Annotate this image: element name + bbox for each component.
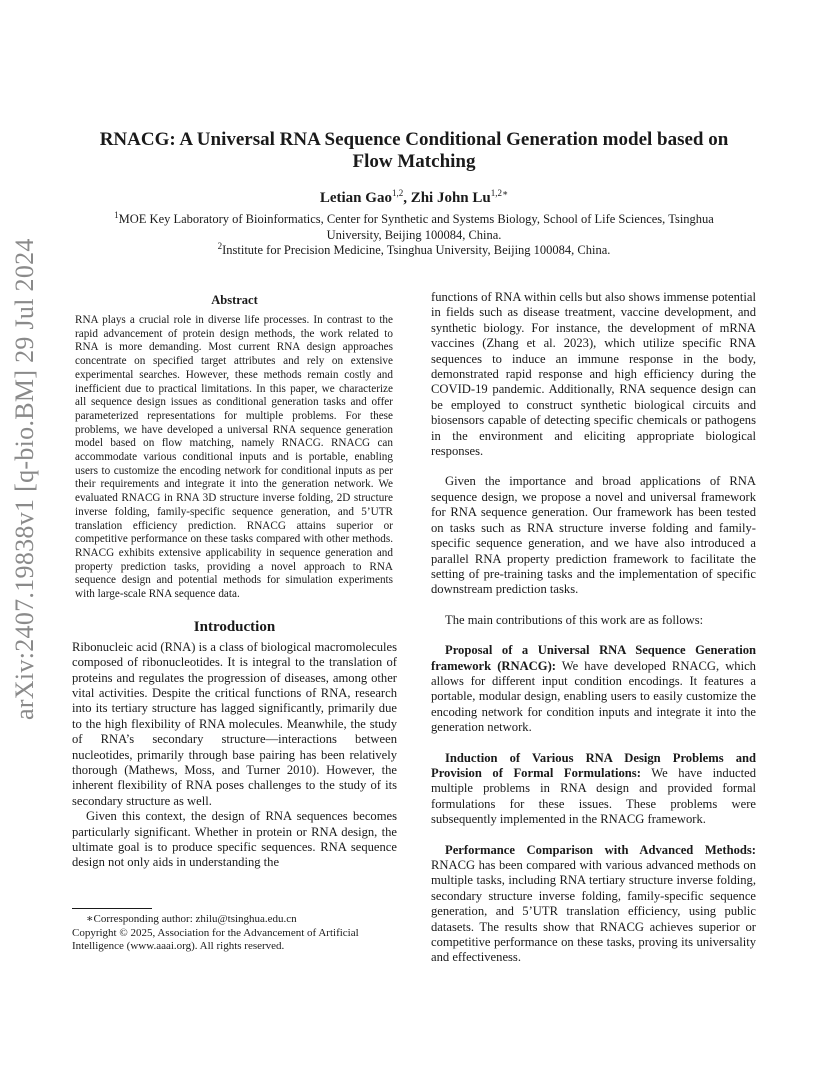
contribution-3: Performance Comparison with Advanced Methods: RNACG has been compared with various advanced methods on multiple tasks, including RNA tertiary structure inverse folding, secondary structure inverse folding, family-specific sequence generation, and 5’UTR translation efficiency, using public datasets. The results show that RNACG achieves superior or competitive performance on these tasks, proving its universality and effectiveness. [431, 842, 756, 965]
right-column [431, 290, 756, 979]
paragraph-continued: functions of RNA within cells but also shows immense potential in fields such as disease treatment, vaccine development, and synthetic biology. For instance, the development of mRNA vaccines (Zhang et al. 2023), which utilize specific RNA sequences to induce an immune response in the body, demonstrated rapid response and high efficiency during the COVID-19 pandemic. Additionally, RNA sequence design can be employed to construct synthetic biological circuits and biosensors capable of detecting specific chemicals or pathogens in the environment and eliciting appropriate biological responses. [431, 290, 756, 459]
author-separator: , [403, 190, 411, 206]
contribution-2: Induction of Various RNA Design Problems and Provision of Formal Formulations: We have inducted multiple problems in RNA design and provided formal formulations for these issues. These problems were subsequently implemented in the RNACG framework. [431, 750, 756, 827]
contribution-1: Proposal of a Universal RNA Sequence Generation framework (RNACG): We have developed RNACG, which allows for different input condition encodings. It features a portable, modular design, enabling users to easily customize the encoding network for condition inputs and integrate it into the generation network. [431, 643, 756, 735]
left-column [72, 293, 397, 871]
paragraph-main-contributions: The main contributions of this work are as follows: [445, 612, 704, 627]
abstract-heading: Abstract [211, 293, 258, 307]
author-affiliation-mark: 1,2∗ [490, 188, 509, 198]
affiliation-2: $^2$Institute for Precision Medicine, Tsinghua University, Beijing 100084, China. [217, 240, 611, 257]
author-affiliation-mark: 1,2 [391, 188, 404, 198]
arxiv-identifier: arXiv:2407.19838v1 [q-bio.BM] 29 Jul 2024 [10, 238, 39, 720]
footnote-rule [72, 908, 152, 909]
paper-title: RNACG: A Universal RNA Sequence Conditional Generation model based on Flow Matching [99, 129, 729, 172]
paragraph-importance: Given the importance and broad applications of RNA sequence design, we propose a novel and universal framework for RNA sequence generation. Our framework has been tested on tasks such as RNA structure inverse folding and family-specific sequence generation, and we have also introduced a parallel RNA property prediction framework to facilitate the setting of pre-training tasks and the implementation of specific downstream prediction tasks. [431, 474, 756, 597]
affiliation-mark: 1 [114, 209, 119, 220]
author-name: Zhi John Lu [410, 190, 491, 206]
author-name: Letian Gao [319, 190, 392, 206]
introduction-paragraph-1: Ribonucleic acid (RNA) is a class of biological macromolecules composed of ribonucleotides. It is integral to the translation of proteins and regulates the progression of diseases, among other vital activities. Despite the critical functions of RNA, research into its tertiary structure has lagged significantly, primarily due to the high flexibility of RNA molecules. Meanwhile, the study of RNA’s secondary structure—interactions between nucleotides, primarily through base pairing has been relatively thorough (Mathews, Moss, and Turner 2010). However, the inherent flexibility of RNA poses challenges to the study of its secondary structure as well. [72, 639, 397, 808]
affiliation-1: $^1$MOE Key Laboratory of Bioinformatics, Center for Synthetic and Systems Biology, School of Life Sciences, Tsinghua University, Beijing 100084, China. [114, 209, 714, 242]
footnote [72, 908, 397, 954]
abstract-text: RNA plays a crucial role in diverse life processes. In contrast to the rapid advancement of protein design methods, the work related to RNA is more demanding. Most current RNA design approaches concentrate on specified target attributes and rely on extensive experimental searches. However, these methods remain costly and inefficient due to practical limitations. In this paper, we characterize all sequence design issues as conditional generation tasks and offer parameterized representations for multiple problems. For these problems, we have developed a universal RNA sequence generation model based on flow matching, namely RNACG. RNACG can accommodate various conditional inputs and is portable, enabling users to customize the encoding network for conditional inputs as per their requirements and integrate it into the generation network. We evaluated RNACG in RNA 3D structure inverse folding, 2D structure inverse folding, family-specific sequence generation, and 5’UTR translation efficiency prediction. RNACG attains superior or competitive performance on these tasks compared with other methods. RNACG exhibits extensive applicability in sequence generation and property prediction tasks, providing a novel approach to RNA sequence design and potential methods for simulation experiments with large-scale RNA sequence data. [75, 314, 393, 601]
affiliations [86, 209, 742, 259]
corresponding-author-note: ∗Corresponding author: zhilu@tsinghua.edu.cn [86, 913, 297, 925]
copyright-notice: Copyright © 2025, Association for the Advancement of Artificial Intelligence (www.aaai.org). All rights reserved. [72, 926, 359, 953]
introduction-heading: Introduction [193, 618, 276, 635]
author-list [80, 190, 748, 207]
introduction-paragraph-2: Given this context, the design of RNA sequences becomes particularly significant. Whether in protein or RNA design, the ultimate goal is to produce specific sequences. RNA sequence design not only aids in understanding the [72, 809, 397, 870]
affiliation-mark: 2 [217, 240, 223, 251]
